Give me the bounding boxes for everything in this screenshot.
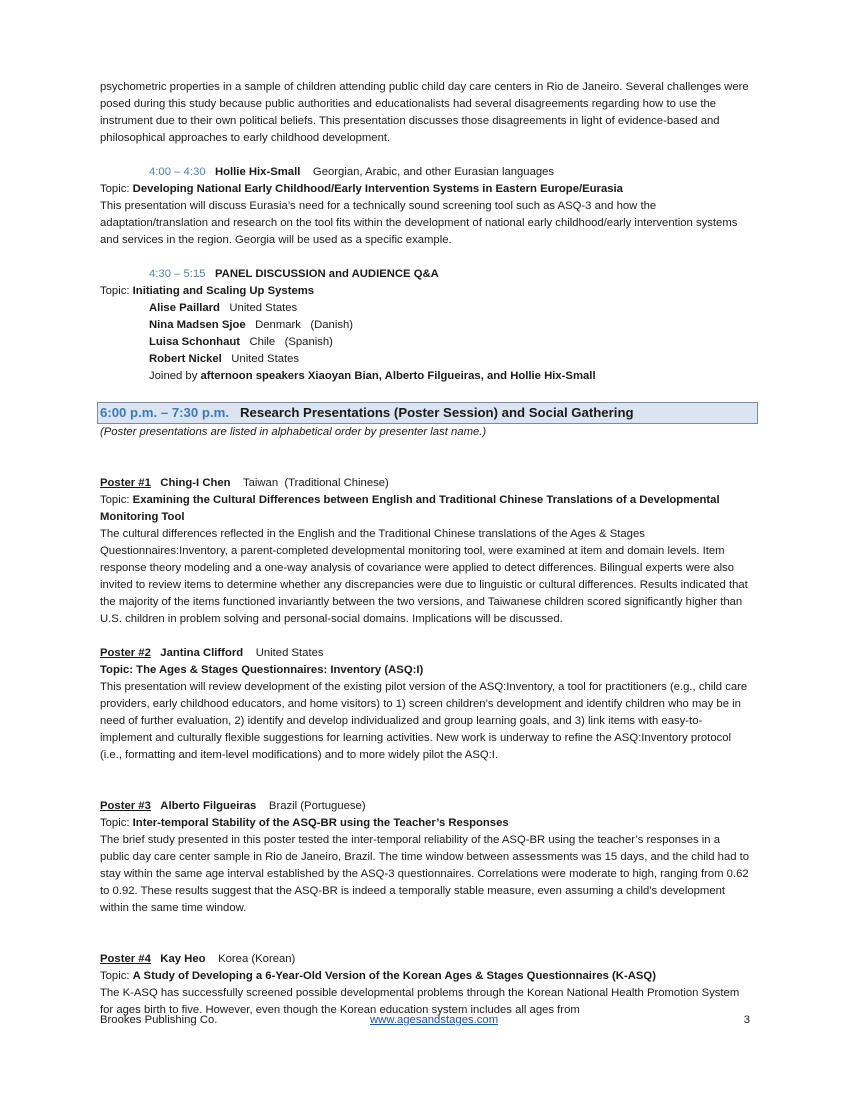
poster-header xyxy=(100,645,750,662)
panel-joined xyxy=(100,368,750,385)
poster-item xyxy=(100,645,750,764)
poster-presenter: Alberto Filgueiras xyxy=(160,800,257,812)
talk-topic-line xyxy=(100,181,750,198)
page-number: 3 xyxy=(743,1014,750,1026)
talk-languages: Georgian, Arabic, and other Eurasian languages xyxy=(312,166,555,178)
poster-abstract: The K-ASQ has successfully screened possible developmental problems through the Korean National Health Promotion System for ages birth to five. However, even though the Korean education system includes all ages from xyxy=(100,987,740,1016)
panel-header xyxy=(100,266,750,283)
poster-item xyxy=(100,475,750,628)
joined-speakers: afternoon speakers Xiaoyan Bian, Alberto Filgueiras, and Hollie Hix-Small xyxy=(200,370,596,382)
poster-presenter: Kay Heo xyxy=(160,953,206,965)
panel-time: 4:30 – 5:15 xyxy=(149,268,206,280)
poster-header xyxy=(100,798,750,815)
poster-presenter: Jantina Clifford xyxy=(160,647,244,659)
panel-title: PANEL DISCUSSION and AUDIENCE Q&A xyxy=(214,268,439,280)
poster-topic: Examining the Cultural Differences between English and Traditional Chinese Translations of a Developmental Monitoring Tool xyxy=(100,494,720,523)
footer-publisher: Brookes Publishing Co. xyxy=(100,1014,218,1026)
poster-location: Brazil (Portuguese) xyxy=(268,800,366,812)
topic-prefix: Topic: xyxy=(100,494,133,506)
member-info: Denmark (Danish) xyxy=(255,319,354,331)
member-name: Robert Nickel xyxy=(149,353,222,365)
session-time: 6:00 p.m. – 7:30 p.m. xyxy=(100,405,229,420)
panel-member xyxy=(100,300,750,317)
member-info: United States xyxy=(229,302,298,314)
member-name: Luisa Schonhaut xyxy=(149,336,241,348)
panel-block xyxy=(100,266,750,385)
talk-time: 4:00 – 4:30 xyxy=(149,166,206,178)
talk-speaker: Hollie Hix-Small xyxy=(214,166,301,178)
intro-paragraph: psychometric properties in a sample of children attending public child day care centers in Rio de Janeiro. Several challenges were posed during this study because public authorities and educationalists had several disagreements regarding how to use the instrument due to their own political beliefs. This presentation discusses those disagreements in light of evidence-based and philosophical approaches to early childhood development. xyxy=(100,81,749,144)
panel-topic-line xyxy=(100,283,750,300)
panel-member xyxy=(100,334,750,351)
talk-topic: Developing National Early Childhood/Early Intervention Systems in Eastern Europe/Eurasia xyxy=(132,183,623,195)
poster-topic-line xyxy=(100,662,750,679)
topic-prefix: Topic: xyxy=(100,285,133,297)
session-note: (Poster presentations are listed in alphabetical order by presenter last name.) xyxy=(100,426,487,438)
page-content xyxy=(100,79,750,1019)
poster-topic-line xyxy=(100,815,750,832)
session-title: Research Presentations (Poster Session) and Social Gathering xyxy=(240,405,634,420)
poster-abstract: This presentation will review development of the existing pilot version of the ASQ:Inventory, a tool for practitioners (e.g., child care providers, early childhood educators, and home visitors) to 1) screen children’s development and identify children who may be in need of further evaluation, 2) identify and develop individualized and group learning goals, and 3) link items with easy-to-implement and culturally flexible suggestions for learning activities. New work is underway to refine the ASQ:Inventory protocol (i.e., formatting and item-level modifications) and to more widely pilot the ASQ:I. xyxy=(100,681,748,761)
talk-block xyxy=(100,164,750,249)
poster-abstract: The brief study presented in this poster tested the inter-temporal reliability of the ASQ-BR using the teacher’s responses in a public day care center sample in Rio de Janeiro, Brazil. The time window between assessments was 15 days, and the child had to stay within the same age interval established by the ASQ-3 questionnaires. Correlations were moderate to high, ranging from 0.62 to 0.92. These results suggest that the ASQ-BR is indeed a temporally stable measure, even assuming a child’s development within the same time window. xyxy=(100,834,750,914)
page-footer xyxy=(100,1012,750,1029)
poster-number: Poster #3 xyxy=(100,800,151,812)
poster-header xyxy=(100,951,750,968)
poster-location: United States xyxy=(255,647,324,659)
member-name: Nina Madsen Sjoe xyxy=(149,319,246,331)
panel-member xyxy=(100,351,750,368)
member-info: United States xyxy=(231,353,300,365)
poster-number: Poster #1 xyxy=(100,477,151,489)
poster-location: Korea (Korean) xyxy=(218,953,296,965)
member-name: Alise Paillard xyxy=(149,302,220,314)
footer-link[interactable]: www.agesandstages.com xyxy=(370,1014,499,1026)
topic-prefix: Topic: xyxy=(100,817,133,829)
poster-header xyxy=(100,475,750,492)
topic-prefix: Topic: xyxy=(100,183,133,195)
poster-number: Poster #4 xyxy=(100,953,151,965)
poster-topic-line xyxy=(100,492,750,526)
panel-topic: Initiating and Scaling Up Systems xyxy=(132,285,315,297)
poster-abstract: The cultural differences reflected in the English and the Traditional Chinese translations of the Ages & Stages Questionnaires:Inventory, a parent-completed developmental monitoring tool, were examined at item and domain levels. Item response theory modeling and a one-way analysis of covariance were applied to detect differences. Bilingual experts were also invited to review items to determine whether any discrepancies were due to linguistic or cultural differences. Results indicated that the majority of the items functioned invariantly between the two versions, and Taiwanese children scored significantly higher than U.S. children in problem solving and personal-social domains. Implications will be discussed. xyxy=(100,528,748,625)
poster-topic: Inter-temporal Stability of the ASQ-BR using the Teacher’s Responses xyxy=(132,817,509,829)
poster-item xyxy=(100,951,750,1019)
poster-presenter: Ching-I Chen xyxy=(160,477,231,489)
member-info: Chile (Spanish) xyxy=(249,336,333,348)
poster-topic: Topic: The Ages & Stages Questionnaires: Inventory (ASQ:I) xyxy=(100,664,424,676)
poster-number: Poster #2 xyxy=(100,647,151,659)
panel-member xyxy=(100,317,750,334)
poster-topic-line xyxy=(100,968,750,985)
poster-item xyxy=(100,798,750,917)
joined-prefix: Joined by xyxy=(149,370,201,382)
session-heading xyxy=(97,402,758,424)
poster-topic: A Study of Developing a 6-Year-Old Version of the Korean Ages & Stages Questionnaires (K-ASQ) xyxy=(132,970,656,982)
poster-location: Taiwan (Traditional Chinese) xyxy=(242,477,389,489)
talk-header xyxy=(100,164,750,181)
talk-description: This presentation will discuss Eurasia’s need for a technically sound screening tool such as ASQ-3 and how the adaptation/translation and research on the tool fits within the development of national early childhood/early intervention systems and services in the region. Georgia will be used as a specific example. xyxy=(100,200,738,246)
topic-prefix: Topic: xyxy=(100,970,133,982)
